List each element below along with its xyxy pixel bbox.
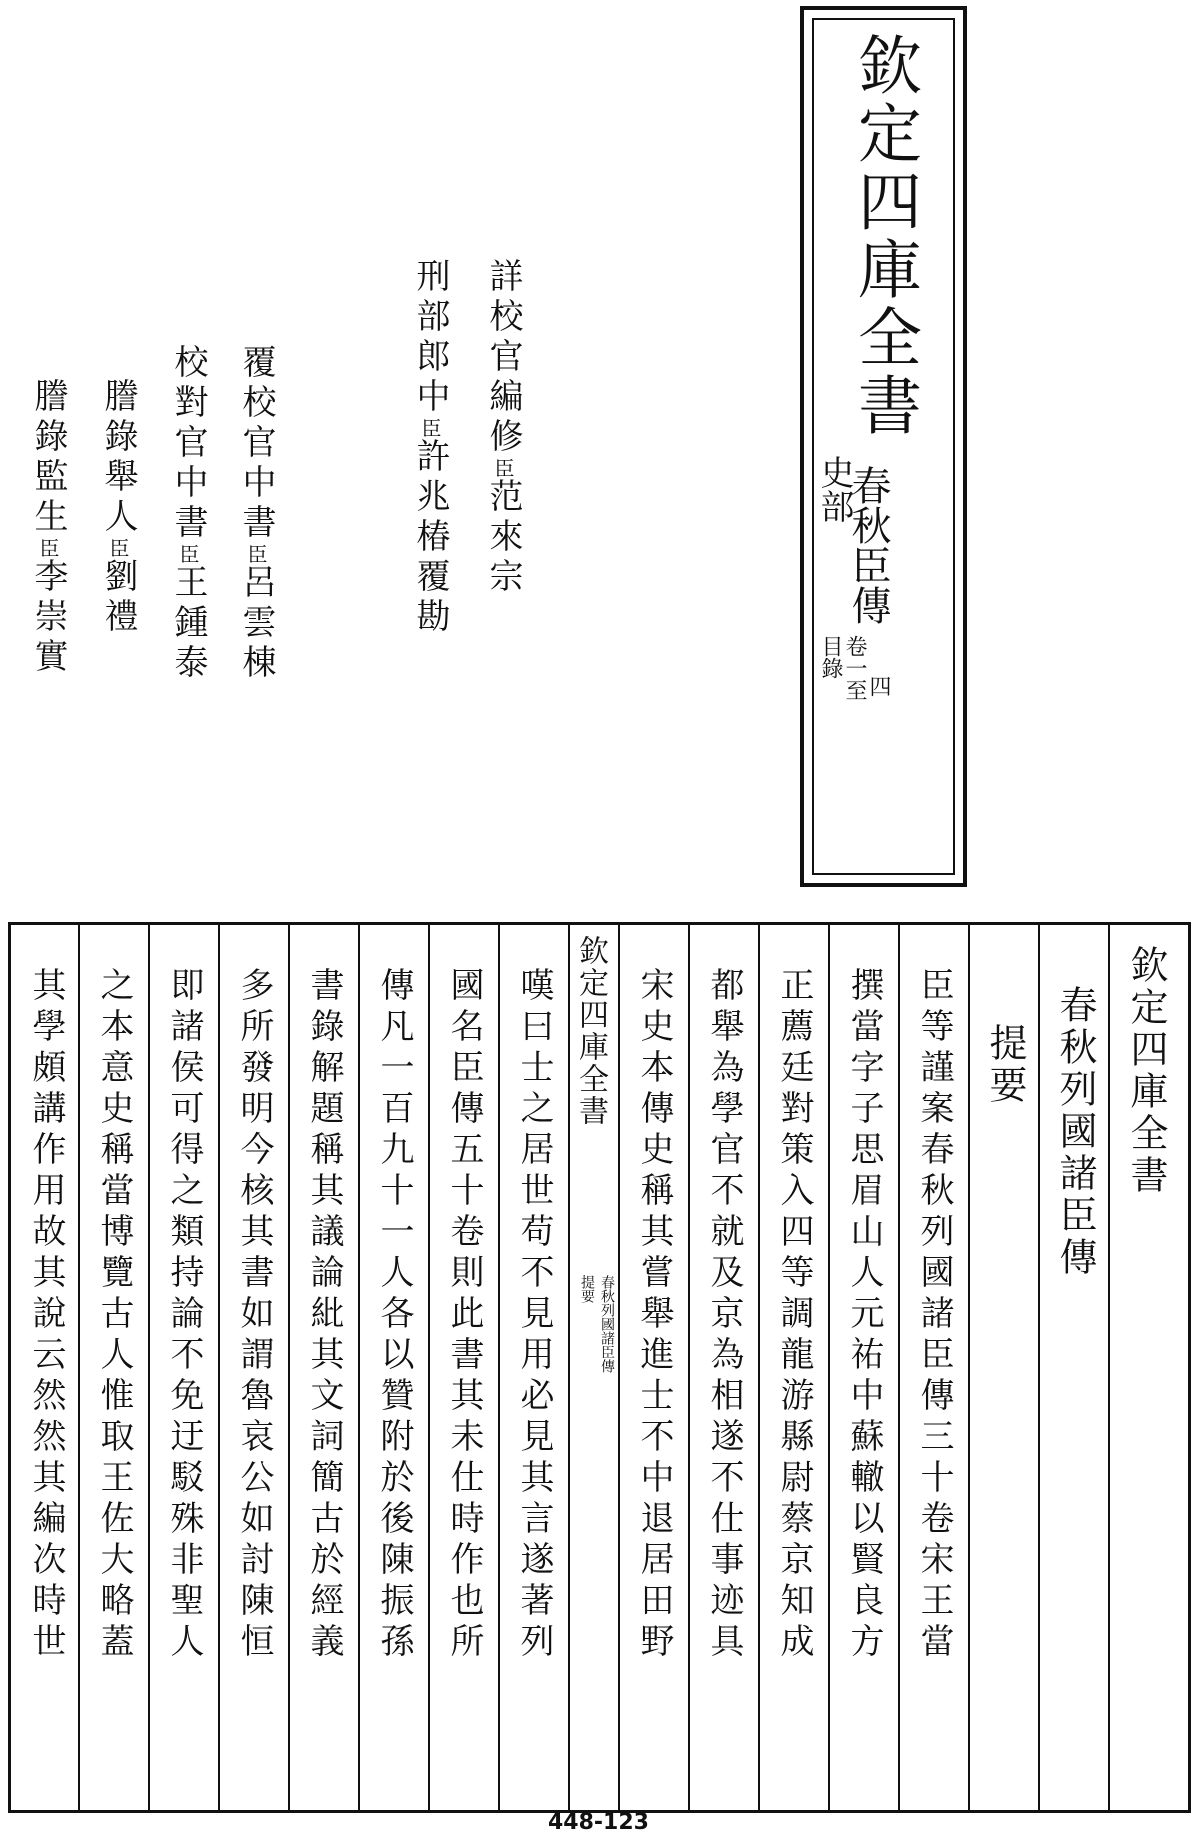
- credit-reviewer: [485, 258, 521, 598]
- text-column-13: 其學頗講作用故其說云然然其編次時世: [26, 967, 66, 1664]
- column-rule: [1038, 925, 1040, 1810]
- credit-collator-title: 校對官中書: [168, 344, 208, 544]
- text-column-5: 宋史本傳史稱其嘗舉進士不中退居田野: [634, 967, 674, 1664]
- column-rule: [218, 925, 220, 1810]
- column-rule: [78, 925, 80, 1810]
- column-rule: [968, 925, 970, 1810]
- column-rule: [758, 925, 760, 1810]
- credit-copyist-2-mark: 臣: [36, 538, 60, 558]
- column-rule: [688, 925, 690, 1810]
- credit-ministry: [412, 258, 448, 638]
- collection-title: 欽定四庫全書: [847, 32, 921, 440]
- credit-copyist-1-name: 劉禮: [98, 558, 138, 638]
- text-column-7: 國名臣傳五十卷則此書其未仕時作也所: [444, 967, 484, 1664]
- book-title-heading: 春秋列國諸臣傳: [1053, 985, 1097, 1279]
- credit-ministry-mark: 臣: [418, 418, 442, 438]
- text-column-9: 書錄解題稱其議論紕其文詞簡古於經義: [304, 967, 344, 1664]
- category-label: 史部: [814, 455, 854, 523]
- text-column-3: 正薦廷對策入四等調龍游縣尉蔡京知成: [774, 967, 814, 1664]
- ruled-page-frame: [8, 922, 1191, 1813]
- text-column-12: 之本意史稱當博覽古人惟取王佐大略蓋: [94, 967, 134, 1664]
- column-rule: [618, 925, 620, 1810]
- credit-copyist-2-name: 李崇實: [28, 558, 68, 678]
- credit-copyist-1-mark: 臣: [106, 538, 130, 558]
- column-rule: [1108, 925, 1110, 1810]
- text-column-8: 傳凡一百九十一人各以贊附於後陳振孫: [374, 967, 414, 1664]
- contents-note-c: 四: [866, 675, 891, 697]
- page-number: 448-123: [548, 1810, 649, 1835]
- text-column-1: 臣等謹案春秋列國諸臣傳三十卷宋王當: [914, 967, 954, 1664]
- section-heading: 提要: [983, 1023, 1027, 1107]
- text-column-4: 都舉為學官不就及京為相遂不仕事迹具: [704, 967, 744, 1664]
- column-rule: [898, 925, 900, 1810]
- credit-collator-mark: 臣: [176, 544, 200, 564]
- credit-copyist-1-title: 謄錄舉人: [98, 378, 138, 538]
- credit-reviewer-name: 范來宗: [483, 478, 523, 598]
- text-column-11: 即諸侯可得之類持論不免迂駁殊非聖人: [164, 967, 204, 1664]
- column-rule: [568, 925, 570, 1810]
- column-rule: [358, 925, 360, 1810]
- text-column-6: 嘆曰士之居世苟不見用必見其言遂著列: [514, 967, 554, 1664]
- credit-copyist-2: [30, 378, 66, 678]
- page-header-title: 欽定四庫全書: [1124, 945, 1168, 1197]
- credit-chief-mark: 臣: [244, 544, 268, 564]
- column-rule: [288, 925, 290, 1810]
- credit-ministry-title: 刑部郎中: [410, 258, 450, 418]
- credit-copyist-1: [100, 378, 136, 638]
- text-column-2: 撰當字子思眉山人元祐中蘇轍以賢良方: [844, 967, 884, 1664]
- contents-note-a: 目錄: [818, 635, 843, 679]
- credit-chief-name: 呂雲棟: [236, 564, 276, 684]
- credit-collator-name: 王鍾泰: [168, 564, 208, 684]
- credit-reviewer-mark: 臣: [491, 458, 515, 478]
- column-rule: [428, 925, 430, 1810]
- credit-ministry-name: 許兆椿覆勘: [410, 438, 450, 638]
- text-column-10: 多所發明今核其書如謂魯哀公如討陳恒: [234, 967, 274, 1664]
- fold-margin-section: 提要: [579, 1275, 595, 1303]
- contents-note-b: 卷一至: [842, 635, 867, 701]
- credit-chief: [238, 344, 274, 684]
- column-rule: [828, 925, 830, 1810]
- credit-chief-title: 覆校官中書: [236, 344, 276, 544]
- title-cartouche: [800, 6, 967, 887]
- book-title: 春秋臣傳: [845, 465, 891, 625]
- column-rule: [498, 925, 500, 1810]
- column-rule: [148, 925, 150, 1810]
- credit-collator: [170, 344, 206, 684]
- credit-reviewer-title: 詳校官編修: [483, 258, 523, 458]
- fold-margin-title: 欽定四庫全書: [573, 935, 608, 1127]
- fold-margin-book: 春秋列國諸臣傳: [599, 1275, 615, 1373]
- credit-copyist-2-title: 謄錄監生: [28, 378, 68, 538]
